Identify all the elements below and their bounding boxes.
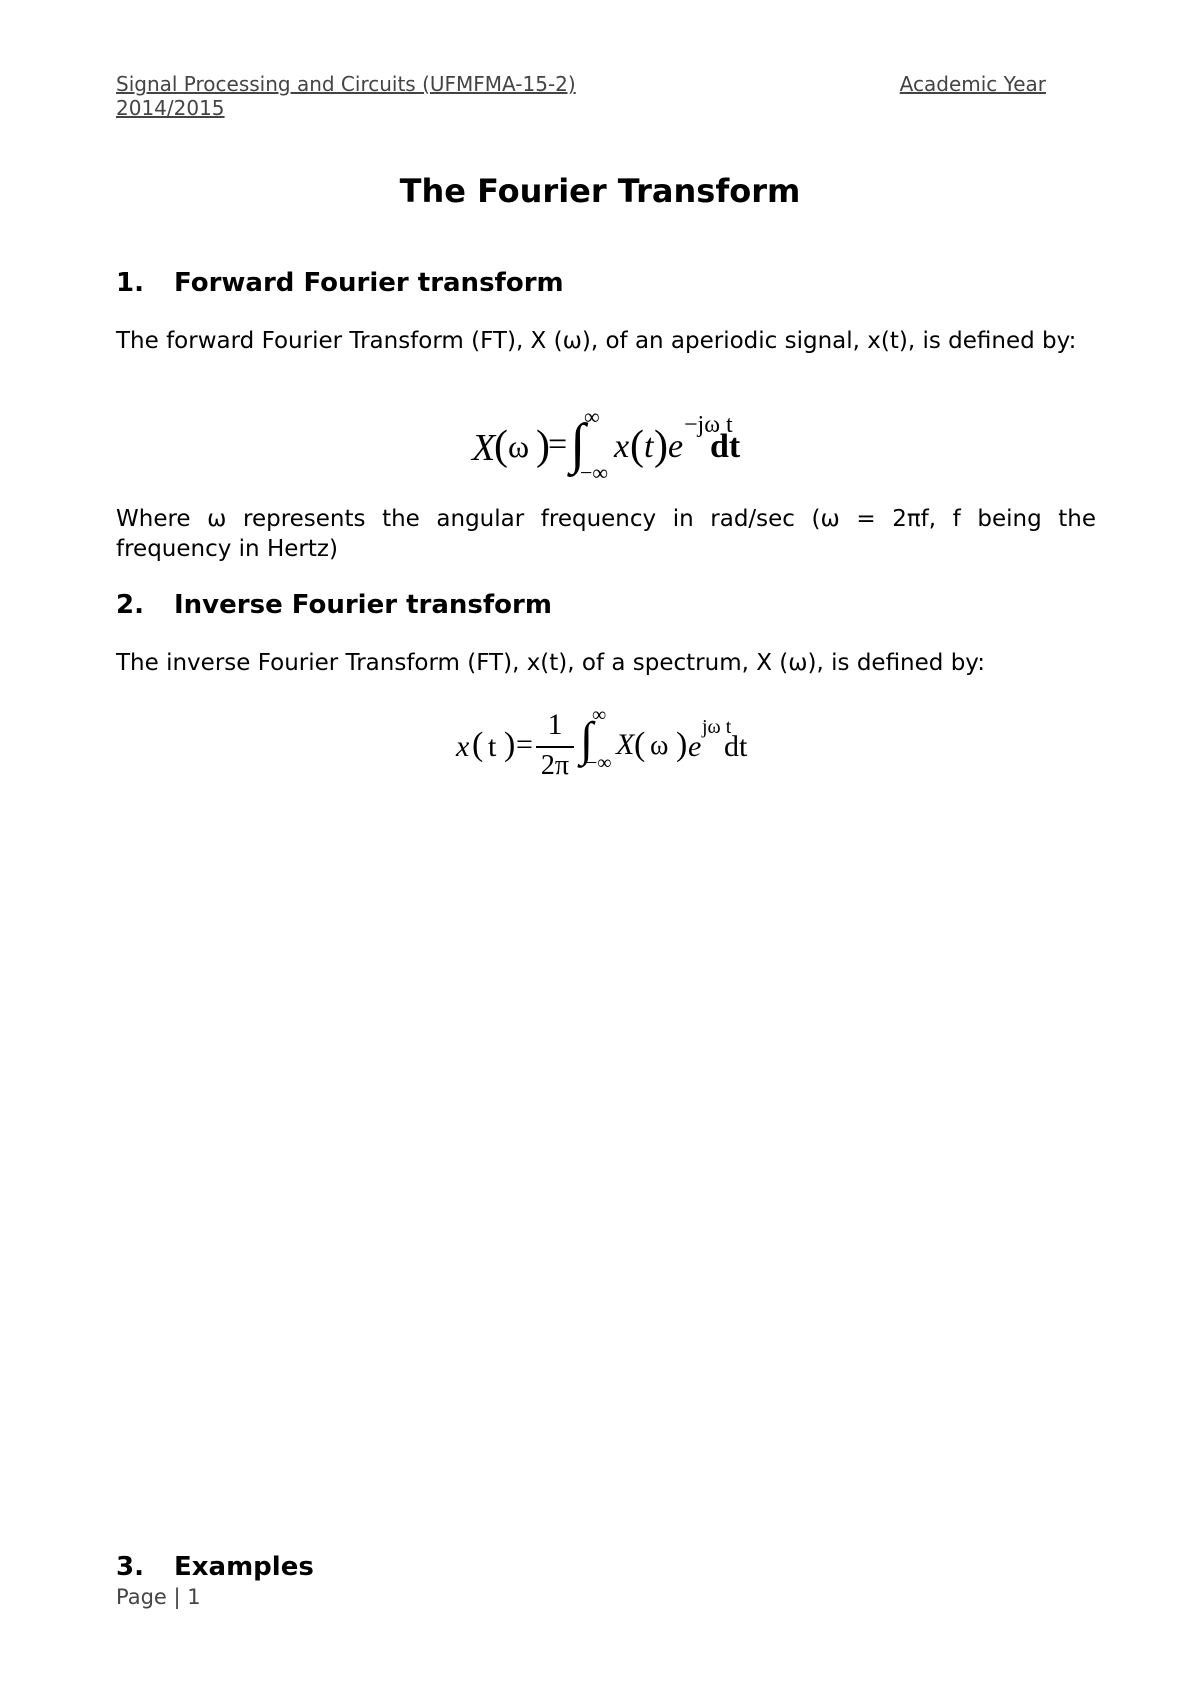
document-header bbox=[116, 72, 1046, 96]
integral-upper-limit: ∞ bbox=[584, 404, 600, 429]
exp-base: e bbox=[688, 730, 702, 763]
formula-func-arg: ω bbox=[650, 730, 669, 761]
differential: dt bbox=[724, 730, 748, 763]
paren-open: ( bbox=[472, 726, 484, 763]
paren-open: ( bbox=[494, 423, 508, 469]
paren-close: ) bbox=[536, 423, 550, 469]
academic-year-label: Academic Year bbox=[899, 72, 1046, 96]
exponent: −jω t bbox=[684, 412, 733, 438]
integral-lower-limit: −∞ bbox=[580, 460, 609, 485]
fraction-bar bbox=[536, 746, 574, 748]
page-title: The Fourier Transform bbox=[399, 172, 801, 210]
forward-definition-text: The forward Fourier Transform (FT), X (ω), of an aperiodic signal, x(t), is defined by: bbox=[116, 328, 1077, 354]
paren-close: ) bbox=[504, 726, 516, 763]
section-title: Examples bbox=[174, 1552, 314, 1582]
integral-upper-limit: ∞ bbox=[592, 704, 607, 726]
formula-lhs-arg: t bbox=[488, 730, 497, 763]
page-number: Page | 1 bbox=[116, 1585, 201, 1609]
section-number: 1. bbox=[116, 268, 144, 298]
differential: dt bbox=[710, 428, 741, 465]
academic-year: 2014/2015 bbox=[116, 96, 225, 120]
section-number: 3. bbox=[116, 1552, 144, 1582]
inverse-fourier-formula bbox=[456, 704, 756, 788]
section-title: Forward Fourier transform bbox=[174, 268, 564, 298]
integral-sign: ∫ bbox=[570, 413, 586, 475]
paren-close: ) bbox=[654, 423, 668, 469]
section-number: 2. bbox=[116, 590, 144, 620]
angular-frequency-note: Where ω represents the angular frequency in rad/sec (ω = 2πf, f being the frequency in Hertz) bbox=[116, 506, 1096, 562]
integral-lower-limit: −∞ bbox=[586, 752, 612, 774]
formula-func: x bbox=[614, 428, 630, 465]
inverse-definition-text: The inverse Fourier Transform (FT), x(t), of a spectrum, X (ω), is defined by: bbox=[116, 650, 985, 676]
section-heading-examples bbox=[116, 1552, 314, 1582]
paren-open: ( bbox=[630, 423, 644, 469]
formula-equals: = bbox=[548, 426, 568, 463]
paren-open: ( bbox=[634, 726, 646, 763]
integral-sign: ∫ bbox=[580, 713, 594, 766]
formula-lhs: X bbox=[472, 427, 496, 469]
exponent: jω t bbox=[702, 716, 732, 738]
exp-base: e bbox=[668, 428, 684, 465]
formula-equals: = bbox=[516, 728, 533, 761]
fraction-denominator: 2π bbox=[540, 750, 570, 781]
formula-lhs-arg: ω bbox=[508, 428, 530, 464]
section-heading-inverse bbox=[116, 590, 552, 620]
formula-func-arg: t bbox=[644, 428, 654, 465]
formula-lhs: x bbox=[456, 730, 470, 763]
formula-func: X bbox=[616, 728, 635, 761]
section-heading-forward bbox=[116, 268, 564, 298]
document-header-year bbox=[116, 96, 1046, 120]
course-title: Signal Processing and Circuits (UFMFMA-15-2) bbox=[116, 72, 576, 96]
paren-close: ) bbox=[676, 726, 688, 763]
fraction-numerator: 1 bbox=[547, 708, 563, 741]
section-title: Inverse Fourier transform bbox=[174, 590, 552, 620]
forward-fourier-formula bbox=[472, 404, 752, 488]
